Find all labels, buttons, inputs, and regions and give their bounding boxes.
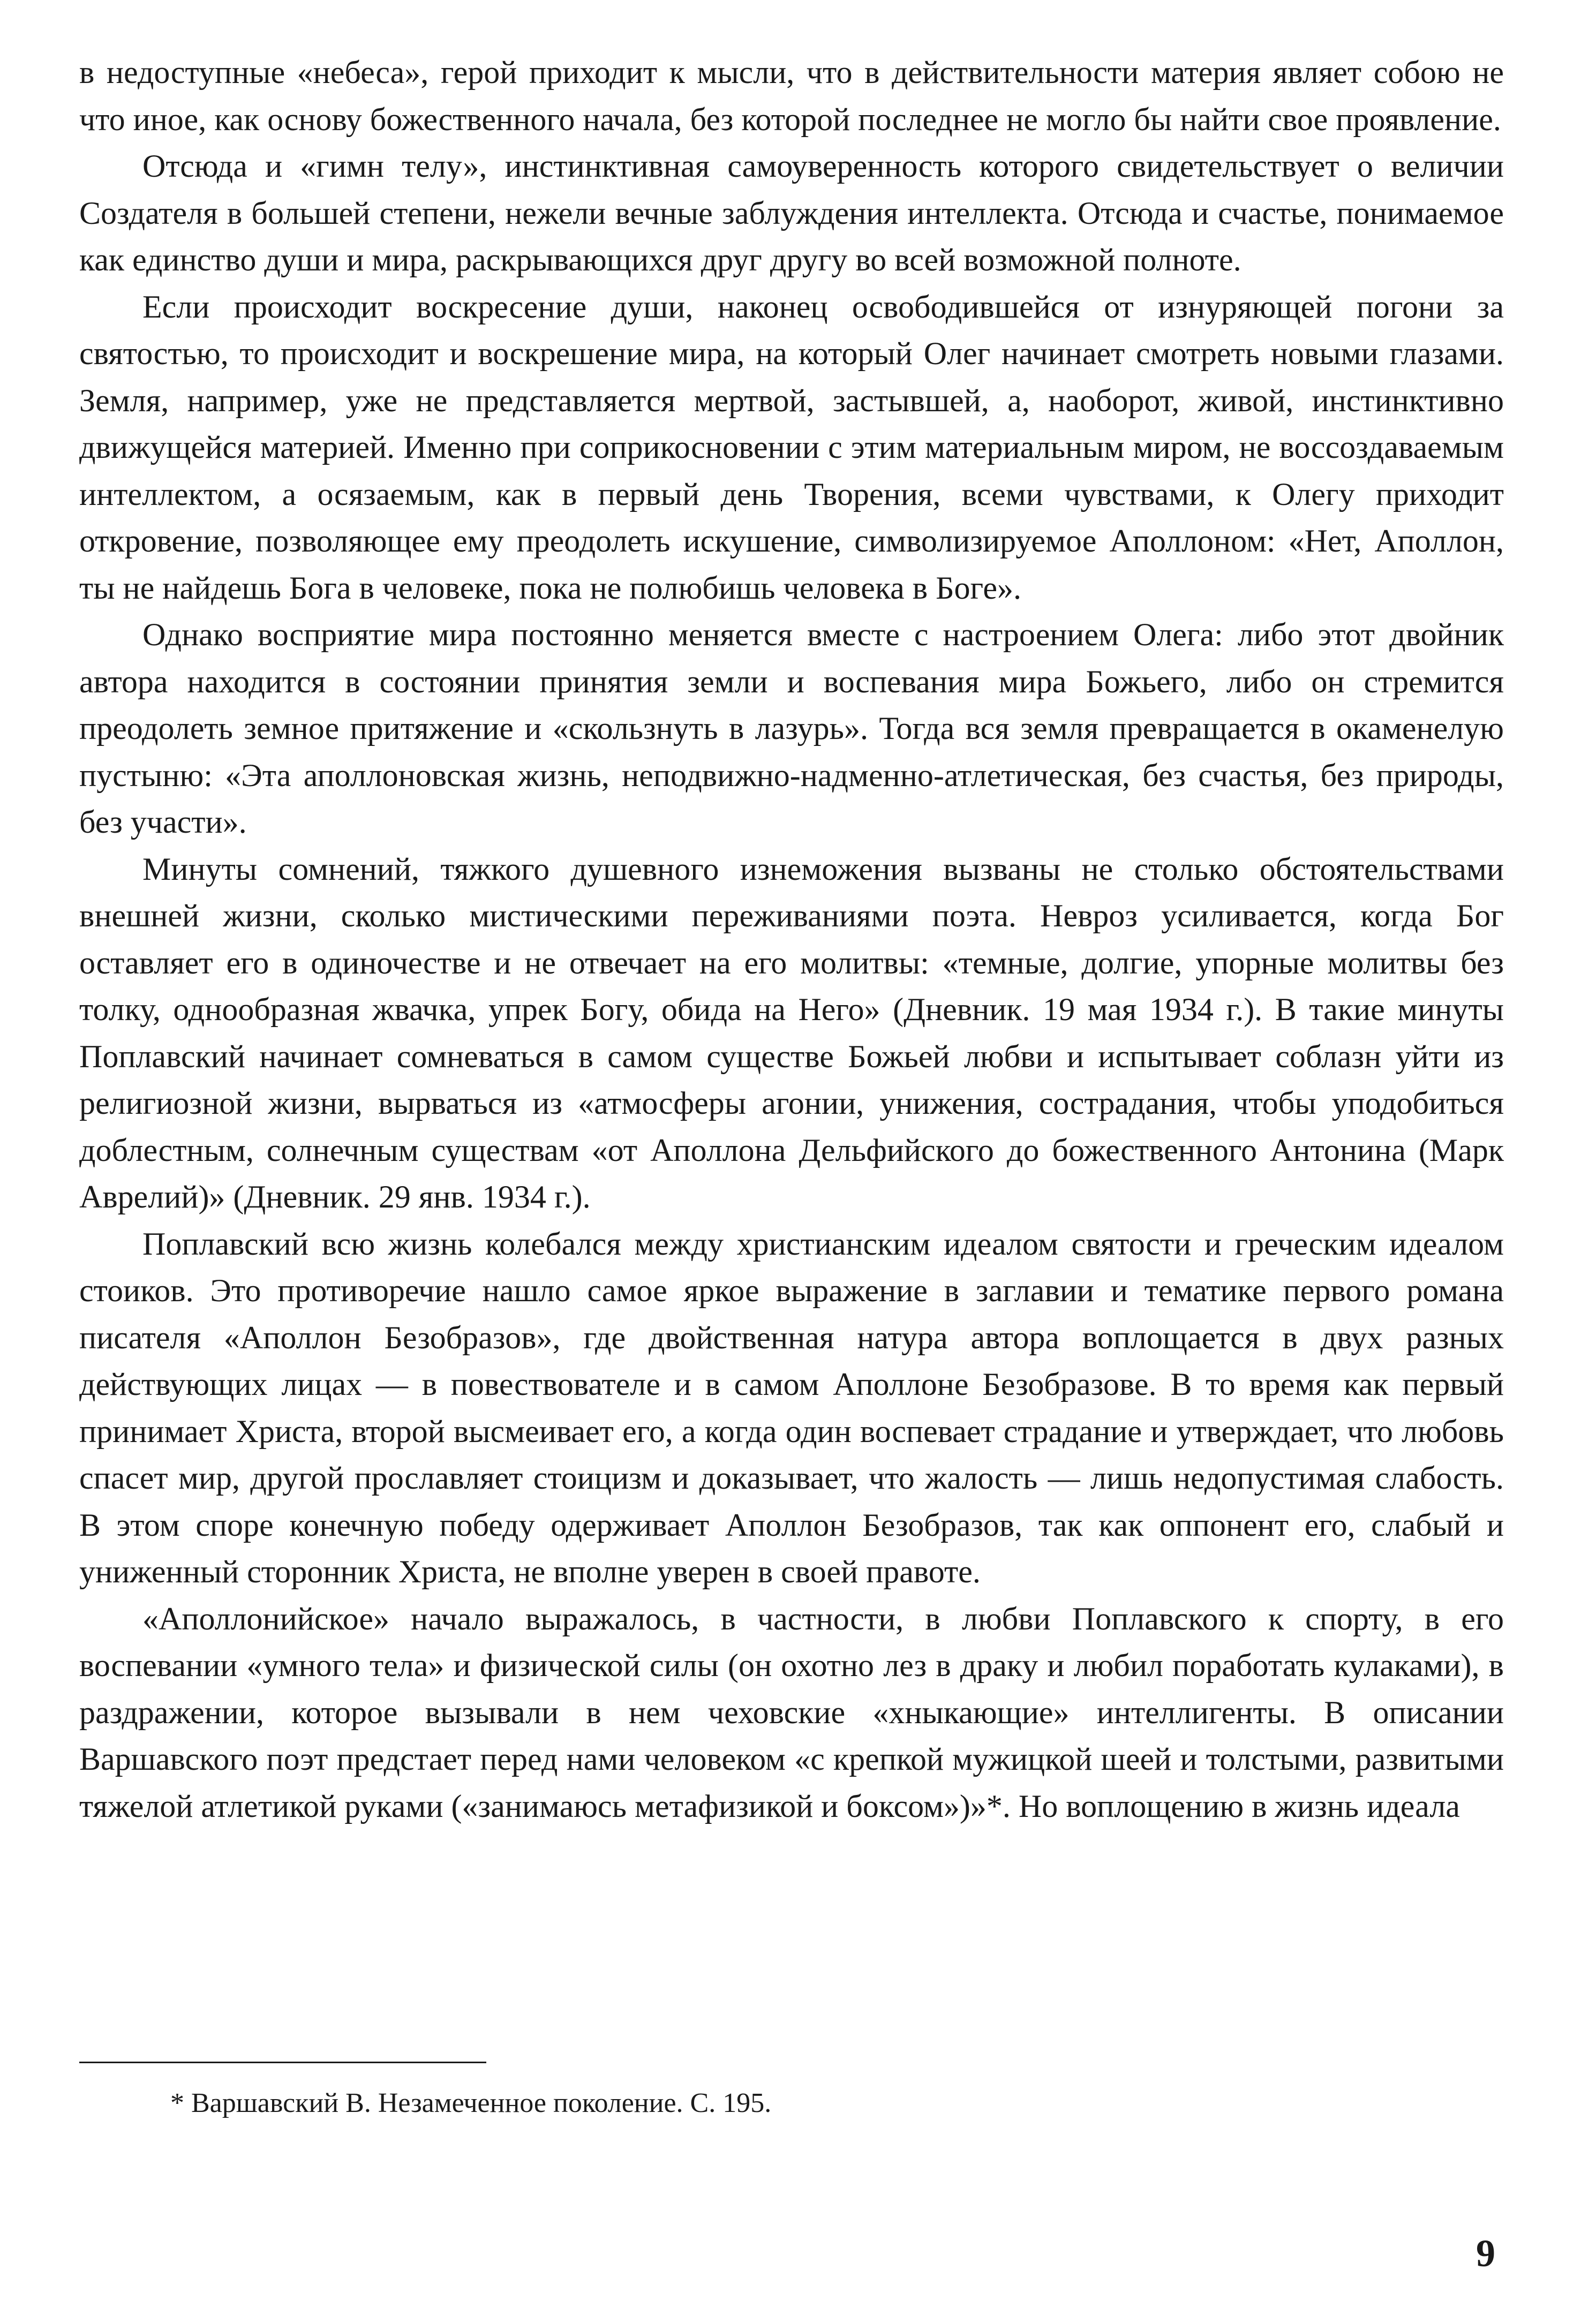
page-number: 9: [1476, 2232, 1495, 2275]
paragraph: Минуты сомнений, тяжкого душевного изнеможения вызваны не столько обстоятельствами внешней жизни, сколько мистическими переживаниями поэта. Невроз усиливается, когда Бог оставляет его в одиночестве и не отвечает на его молитвы: «темные, долгие, упорные молитвы без толку, однообразная жвачка, упрек Богу, обида на Него» (Дневник. 19 мая 1934 г.). В такие минуты Поплавский начинает сомневаться в самом существе Божьей любви и испытывает соблазн уйти из религиозной жизни, вырваться из «атмосферы агонии, унижения, сострадания, чтобы уподобиться доблестным, солнечным существам «от Аполлона Дельфийского до божественного Антонина (Марк Аврелий)» (Дневник. 29 янв. 1934 г.).: [79, 851, 1504, 1214]
paragraph: Поплавский всю жизнь колебался между христианским идеалом святости и греческим идеалом стоиков. Это противоречие нашло самое яркое выражение в заглавии и тематике первого романа писателя «Аполлон Безобразов», где двойственная натура автора воплощается в двух разных действующих лицах — в повествователе и в самом Аполлоне Безобразове. В то время как первый принимает Христа, второй высмеивает его, а когда один воспевает страдание и утверждает, что любовь спасет мир, другой прославляет стоицизм и доказывает, что жалость — лишь недопустимая слабость. В этом споре конечную победу одерживает Аполлон Безобразов, так как оппонент его, слабый и униженный сторонник Христа, не вполне уверен в своей правоте.: [79, 1226, 1504, 1589]
paragraph: «Аполлонийское» начало выражалось, в частности, в любви Поплавского к спорту, в его воспевании «умного тела» и физической силы (он охотно лез в драку и любил поработать кулаками), в раздражении, которое вызывали в нем чеховские «хныкающие» интеллигенты. В описании Варшавского поэт предстает перед нами человеком «с крепкой мужицкой шеей и толстыми, развитыми тяжелой атлетикой руками («занимаюсь метафизикой и боксом»)»*. Но воплощению в жизнь идеала: [79, 1601, 1504, 1824]
footnote-divider: [79, 2062, 486, 2063]
footnote: * Варшавский В. Незамеченное поколение. С. 195.: [170, 2088, 772, 2118]
paragraph: Если происходит воскресение души, наконец освободившейся от изнуряющей погони за святостью, то происходит и воскрешение мира, на который Олег начинает смотреть новыми глазами. Земля, например, уже не представляется мертвой, застывшей, а, наоборот, живой, инстинктивно движущейся материей. Именно при соприкосновении с этим материальным миром, не воссоздаваемым интеллектом, а осязаемым, как в первый день Творения, всеми чувствами, к Олегу приходит откровение, позволяющее ему преодолеть искушение, символизируемое Аполлоном: «Нет, Аполлон, ты не найдешь Бога в человеке, пока не полюбишь человека в Боге».: [79, 289, 1504, 606]
paragraph-continuation: в недоступные «небеса», герой приходит к мысли, что в действительности материя являет собою не что иное, как основу божественного начала, без которой последнее не могло бы найти свое проявление.: [79, 55, 1504, 137]
paragraph: Отсюда и «гимн телу», инстинктивная самоуверенность которого свидетельствует о величии Создателя в большей степени, нежели вечные заблуждения интеллекта. Отсюда и счастье, понимаемое как единство души и мира, раскрывающихся друг другу во всей возможной полноте.: [79, 148, 1504, 277]
paragraph: Однако восприятие мира постоянно меняется вместе с настроением Олега: либо этот двойник автора находится в состоянии принятия земли и воспевания мира Божьего, либо он стремится преодолеть земное притяжение и «скользнуть в лазурь». Тогда вся земля превращается в окаменелую пустыню: «Эта аполлоновская жизнь, неподвижно-надменно-атлетическая, без счастья, без природы, без участи».: [79, 617, 1504, 840]
body-text: [79, 49, 1504, 1830]
